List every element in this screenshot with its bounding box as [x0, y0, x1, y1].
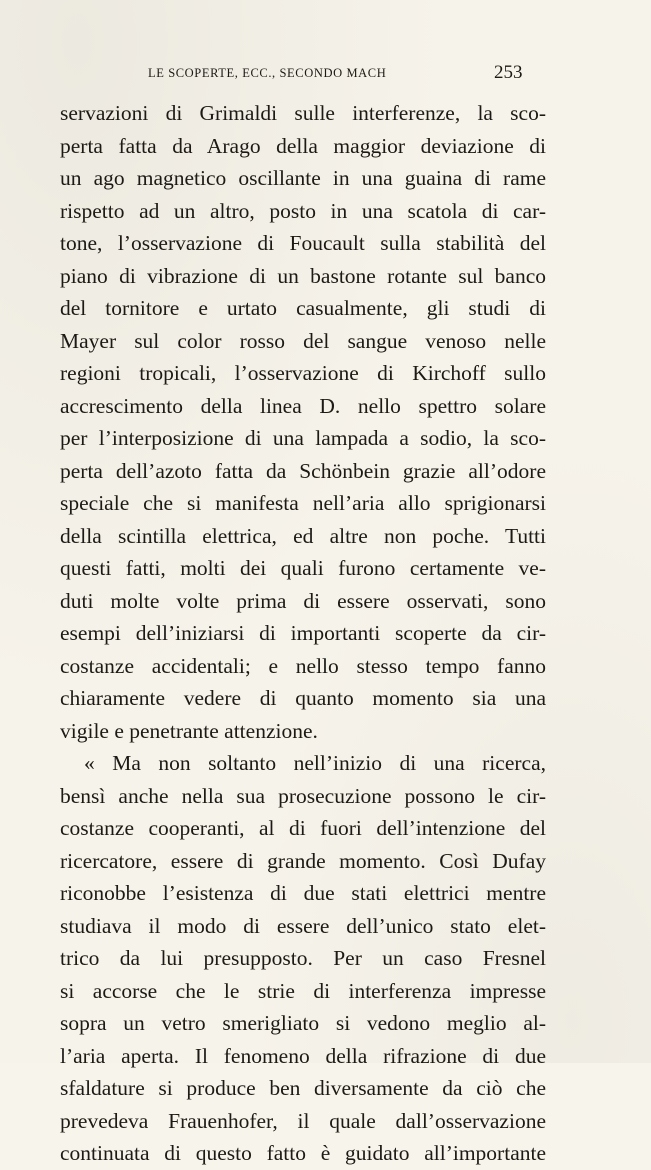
text-line: esempi dell’iniziarsi di importanti scoperte da cir- — [60, 621, 546, 645]
text-line: perta fatta da Arago della maggior deviazione di — [60, 133, 546, 158]
text-line: rispetto ad un altro, posto in una scatola di car- — [60, 198, 546, 223]
body-text — [60, 97, 546, 1170]
text-line: costanze cooperanti, al di fuori dell’intenzione del — [60, 816, 546, 840]
page-number: 253 — [494, 62, 523, 83]
paragraph-2 — [60, 747, 546, 1170]
text-line: servazioni di Grimaldi sulle interferenze, la sco- — [60, 101, 546, 125]
text-line: l’aria aperta. Il fenomeno della rifrazione di due — [60, 1043, 546, 1068]
running-head: LE SCOPERTE, ECC., SECONDO MACH — [148, 66, 387, 80]
text-line: ricercatore, essere di grande momento. Così Dufay — [60, 848, 546, 873]
text-line: vigile e penetrante attenzione. — [60, 718, 318, 743]
text-line: perta dell’azoto fatta da Schönbein grazie all’odore — [60, 458, 546, 483]
text-line: bensì anche nella sua prosecuzione possono le cir- — [60, 783, 546, 808]
text-line: studiava il modo di essere dell’unico stato elet- — [60, 913, 546, 938]
text-line: duti molte volte prima di essere osservati, sono — [60, 588, 546, 613]
text-line: un ago magnetico oscillante in una guaina di rame — [60, 166, 546, 190]
text-line: per l’interposizione di una lampada a sodio, la sco- — [60, 426, 546, 450]
text-line: riconobbe l’esistenza di due stati elettrici mentre — [60, 881, 546, 905]
text-line: piano di vibrazione di un bastone rotante sul banco — [60, 263, 546, 288]
text-line: della scintilla elettrica, ed altre non poche. Tutti — [60, 523, 546, 548]
paragraph-1 — [60, 97, 546, 747]
text-line: trico da lui presupposto. Per un caso Fresnel — [60, 946, 546, 970]
text-line: tone, l’osservazione di Foucault sulla stabilità del — [60, 231, 546, 255]
text-line: del tornitore e urtato casualmente, gli studi di — [60, 296, 546, 320]
text-line: sfaldature si produce ben diversamente da ciò che — [60, 1076, 546, 1100]
text-line: prevedeva Frauenhofer, il quale dall’osservazione — [60, 1108, 546, 1133]
text-line: speciale che si manifesta nell’aria allo sprigionarsi — [60, 491, 546, 515]
text-line: sopra un vetro smerigliato si vedono meglio al- — [60, 1011, 546, 1035]
text-line: si accorse che le strie di interferenza impresse — [60, 978, 546, 1003]
text-line: chiaramente vedere di quanto momento sia una — [60, 686, 546, 710]
text-line: « Ma non soltanto nell’inizio di una ricerca, — [84, 751, 546, 775]
text-line: regioni tropicali, l’osservazione di Kirchoff sullo — [60, 361, 546, 385]
text-line: accrescimento della linea D. nello spettro solare — [60, 393, 546, 418]
text-line: Mayer sul color rosso del sangue venoso nelle — [60, 328, 546, 353]
text-line: continuata di questo fatto è guidato all’importante — [60, 1141, 546, 1165]
text-line: costanze accidentali; e nello stesso tempo fanno — [60, 653, 546, 678]
text-line: questi fatti, molti dei quali furono certamente ve- — [60, 556, 546, 580]
